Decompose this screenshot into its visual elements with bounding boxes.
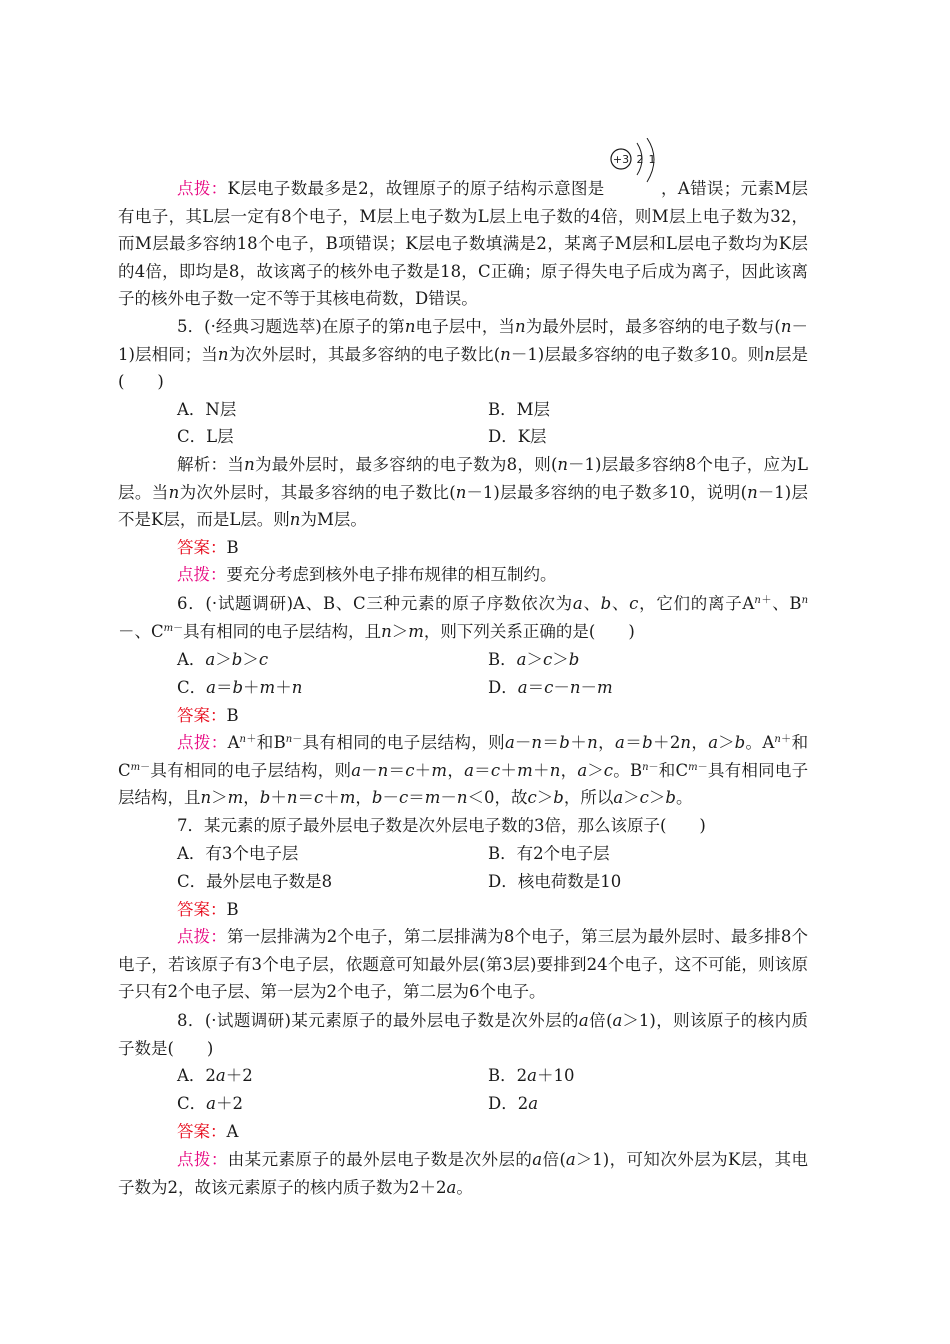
q6-option-b: B．a＞c＞b: [488, 650, 580, 669]
q5-stem: 5．(·经典习题选萃)在原子的第n电子层中，当n为最外层时，最多容纳的电子数与(n－1)层相同；当n为次外层时，其最多容纳的电子数比(n－1)层最多容纳的电子数多10。则n层是( ): [118, 317, 809, 391]
q8-option-d: D．2a: [488, 1094, 539, 1113]
q5-dianbo: 点拨：要充分考虑到核外电子排布规律的相互制约。: [177, 565, 557, 584]
q7-option-b: B．有2个电子层: [488, 844, 610, 863]
q7-option-c: C．最外层电子数是8: [177, 872, 333, 891]
q8-dianbo: 点拨：由某元素原子的最外层电子数是次外层的a倍(a＞1)，可知次外层为K层，其电子数为2，故该元素原子的核内质子数为2＋2a。: [118, 1150, 809, 1197]
q7-stem: 7．某元素的原子最外层电子数是次外层电子数的3倍，那么该原子( ): [177, 816, 706, 835]
q5-answer: 答案：B: [177, 538, 239, 557]
q5-option-c: C．L层: [177, 427, 234, 446]
q8-answer: 答案：A: [177, 1122, 239, 1141]
q8-stem: 8．(·试题调研)某元素原子的最外层电子数是次外层的a倍(a＞1)，则该原子的核内质子数是( ): [118, 1011, 808, 1058]
q7-option-a: A．有3个电子层: [177, 844, 299, 863]
q4-dianbo-label: 点拨：: [177, 179, 228, 198]
q6-stem: 6．(·试题调研)A、B、C三种元素的原子序数依次为a、b、c，它们的离子$A^{n+}$、$B^n-$、$C^{m-}$具有相同的电子层结构，且n＞m，则下列关系正确的是( ): [118, 594, 809, 641]
nucleus-charge: +3: [612, 153, 630, 166]
q4-dianbo: [118, 175, 808, 313]
q7-dianbo: 点拨：第一层排满为2个电子，第二层排满为8个电子，第三层为最外层时、最多排8个电子，若该原子有3个电子层，依题意可知最外层(第3层)要排到24个电子，这不可能，则该原子只有2个电子层、第一层为2个电子，第二层为6个电子。: [118, 927, 808, 1001]
q5-jiexi: 解析：当n为最外层时，最多容纳的电子数为8，则(n－1)层最多容纳8个电子，应为L层。当n为次外层时，其最多容纳的电子数比(n－1)层最多容纳的电子数多10，说明(n－1)层不是K层，而是L层。则n为M层。: [118, 455, 809, 529]
q4-dianbo-text-a: K层电子数最多是2，故锂原子的原子结构示意图是: [227, 179, 605, 198]
q6-option-a: A．a＞b＞c: [177, 650, 269, 669]
q5-option-d: D．K层: [488, 427, 547, 446]
q4-dianbo-text-rest: 有电子，其L层一定有8个电子，M层上电子数为L层上电子数的4倍，则M层上电子数为32，而M层最多容纳18个电子，B项错误；K层电子数填满是2，某离子M层和L层电子数均为K层的4倍，即均是8，故该离子的核外电子数是18，C正确；原子得失电子后成为离子，因此该离子的核外电子数一定不等于其核电荷数，D错误。: [118, 206, 808, 308]
q4-dianbo-text-b: ，A错误；元素M层: [660, 179, 809, 198]
q6-dianbo: 点拨：$A^{n+}$和$B^{n-}$具有相同的电子层结构，则a－n＝b＋n，a＝b＋2n，a＞b。$A^{n+}$和$C^{m-}$具有相同的电子层结构，则a－n＝c＋m，a＝c＋m＋n，a＞c。$B^{n-}$和$C^{m-}$具有相同电子层结构，且n＞m，b＋n＝c＋m，b－c＝m－n＜0，故c＞b，所以a＞c＞b。: [118, 733, 809, 807]
q8-option-b: B．2a＋10: [488, 1066, 575, 1085]
q6-option-d: D．a＝c－n－m: [488, 678, 613, 697]
q5-option-b: B．M层: [488, 400, 551, 419]
shell-1-count: 2: [636, 153, 644, 166]
q8-option-a: A．2a＋2: [177, 1066, 253, 1085]
q8-option-c: C．a＋2: [177, 1094, 243, 1113]
q7-option-d: D．核电荷数是10: [488, 872, 622, 891]
q6-answer: 答案：B: [177, 706, 239, 725]
shell-2-count: 1: [648, 153, 656, 166]
q6-option-c: C．a＝b＋m＋n: [177, 678, 303, 697]
q7-answer: 答案：B: [177, 900, 239, 919]
q5-option-a: A．N层: [177, 400, 237, 419]
